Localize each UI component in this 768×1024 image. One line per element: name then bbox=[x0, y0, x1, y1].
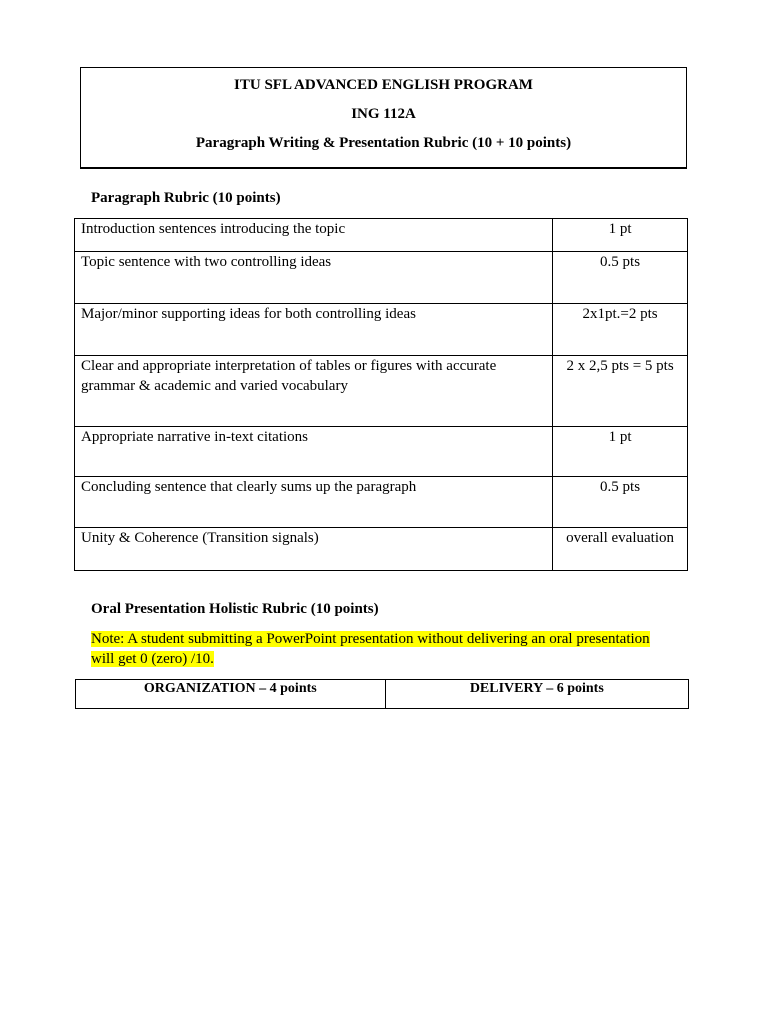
note-text: Note: A student submitting a PowerPoint presentation without delivering an oral presentation will get 0 (zero) /10. bbox=[91, 631, 650, 667]
table-row bbox=[75, 427, 688, 477]
criterion-cell: Topic sentence with two controlling ideas bbox=[75, 252, 553, 304]
points-cell: 2 x 2,5 pts = 5 pts bbox=[553, 356, 688, 427]
criterion-cell: Introduction sentences introducing the topic bbox=[75, 219, 553, 252]
submission-note bbox=[91, 629, 671, 669]
course-code: ING 112A bbox=[351, 106, 416, 122]
points-cell: 0.5 pts bbox=[553, 252, 688, 304]
table-row bbox=[75, 219, 688, 252]
document-header bbox=[80, 67, 687, 169]
points-cell: 2x1pt.=2 pts bbox=[553, 304, 688, 356]
oral-rubric-table bbox=[75, 679, 689, 709]
paragraph-rubric-table bbox=[74, 218, 688, 571]
table-row bbox=[75, 304, 688, 356]
table-row bbox=[75, 252, 688, 304]
program-title: ITU SFL ADVANCED ENGLISH PROGRAM bbox=[234, 77, 533, 93]
rubric-title: Paragraph Writing & Presentation Rubric (10 + 10 points) bbox=[195, 135, 572, 151]
points-cell: 0.5 pts bbox=[553, 477, 688, 528]
criterion-cell: Major/minor supporting ideas for both controlling ideas bbox=[75, 304, 553, 356]
organization-column-header: ORGANIZATION – 4 points bbox=[76, 680, 386, 709]
criterion-cell: Appropriate narrative in-text citations bbox=[75, 427, 553, 477]
table-row bbox=[75, 528, 688, 571]
points-cell: 1 pt bbox=[553, 219, 688, 252]
table-row bbox=[75, 356, 688, 427]
criterion-cell: Unity & Coherence (Transition signals) bbox=[75, 528, 553, 571]
table-header-row bbox=[76, 680, 689, 709]
points-cell: 1 pt bbox=[553, 427, 688, 477]
oral-rubric-heading: Oral Presentation Holistic Rubric (10 points) bbox=[91, 601, 379, 617]
points-cell: overall evaluation bbox=[553, 528, 688, 571]
delivery-column-header: DELIVERY – 6 points bbox=[385, 680, 688, 709]
table-row bbox=[75, 477, 688, 528]
paragraph-rubric-heading: Paragraph Rubric (10 points) bbox=[91, 190, 281, 206]
criterion-cell: Concluding sentence that clearly sums up the paragraph bbox=[75, 477, 553, 528]
criterion-cell: Clear and appropriate interpretation of tables or figures with accurate grammar & academic and varied vocabulary bbox=[75, 356, 553, 427]
